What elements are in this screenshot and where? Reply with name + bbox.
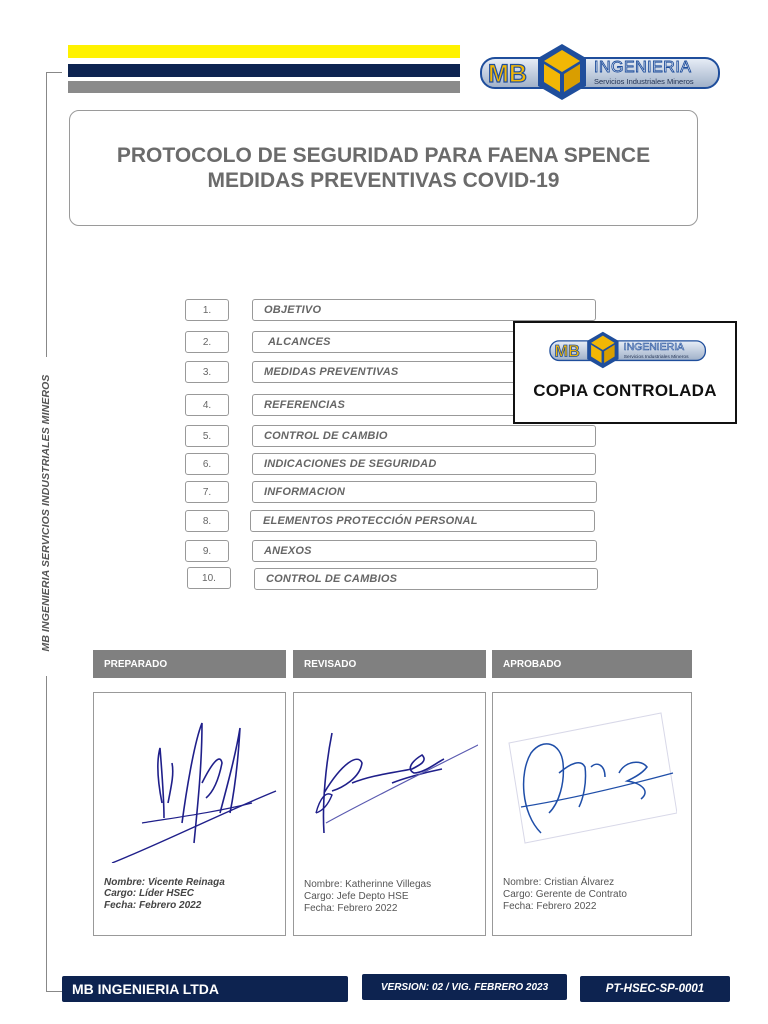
svg-text:INGENIERIA: INGENIERIA xyxy=(623,342,685,353)
svg-text:Servicios Industriales Mineros: Servicios Industriales Mineros xyxy=(623,354,689,360)
side-rule-bottom-tick xyxy=(46,991,62,992)
document-title-line-2: MEDIDAS PREVENTIVAS COVID-19 xyxy=(207,169,560,192)
reviewed-date: Fecha: Febrero 2022 xyxy=(304,903,398,914)
prepared-header: PREPARADO xyxy=(93,650,286,678)
prepared-date: Fecha: Febrero 2022 xyxy=(104,900,202,911)
controlled-copy-label: COPIA CONTROLADA xyxy=(533,381,717,400)
approved-role: Cargo: Gerente de Contrato xyxy=(503,889,627,900)
index-number: 3. xyxy=(185,361,229,383)
reviewed-signature-box xyxy=(293,692,486,936)
reviewed-header: REVISADO xyxy=(293,650,486,678)
index-item-control-de-cambio[interactable]: CONTROL DE CAMBIO xyxy=(252,425,596,447)
controlled-copy-stamp xyxy=(513,321,737,424)
svg-text:MB: MB xyxy=(488,60,527,88)
header-gray-bar xyxy=(68,81,460,93)
svg-text:Servicios Industriales Mineros: Servicios Industriales Mineros xyxy=(594,77,694,86)
signature-image xyxy=(501,703,677,863)
side-rule-top-tick xyxy=(46,72,62,73)
footer-company: MB INGENIERIA LTDA xyxy=(62,976,348,1002)
reviewed-name: Nombre: Katherinne Villegas xyxy=(304,879,432,890)
index-number: 9. xyxy=(185,540,229,562)
svg-text:INGENIERIA: INGENIERIA xyxy=(594,59,692,76)
prepared-role: Cargo: Líder HSEC xyxy=(104,888,195,899)
index-item-control-de-cambios[interactable]: CONTROL DE CAMBIOS xyxy=(254,568,598,590)
index-item-objetivo[interactable]: OBJETIVO xyxy=(252,299,596,321)
header-navy-bar xyxy=(68,64,460,77)
index-item-referencias[interactable]: REFERENCIAS xyxy=(252,394,596,416)
index-number: 2. xyxy=(185,331,229,353)
side-rule-bottom xyxy=(46,676,47,992)
index-item-elementos-proteccion-personal[interactable]: ELEMENTOS PROTECCIÓN PERSONAL xyxy=(250,510,595,532)
document-title-box xyxy=(69,110,698,226)
approved-header: APROBADO xyxy=(492,650,692,678)
side-rule-top xyxy=(46,72,47,357)
index-number: 5. xyxy=(185,425,229,447)
index-item-medidas-preventivas[interactable]: MEDIDAS PREVENTIVAS xyxy=(252,361,596,383)
svg-text:MB: MB xyxy=(554,342,580,361)
index-number: 6. xyxy=(185,453,229,475)
approved-signature-box xyxy=(492,692,692,936)
index-number: 1. xyxy=(185,299,229,321)
index-item-indicaciones-de-seguridad[interactable]: INDICACIONES DE SEGURIDAD xyxy=(252,453,596,475)
side-company-text: MB INGENIERIA SERVICIOS INDUSTRIALES MINEROS xyxy=(40,374,52,652)
company-logo xyxy=(478,42,723,102)
prepared-signature-box xyxy=(93,692,286,936)
signature-image xyxy=(102,703,278,863)
index-item-anexos[interactable]: ANEXOS xyxy=(252,540,597,562)
reviewed-role: Cargo: Jefe Depto HSE xyxy=(304,891,409,902)
index-number: 10. xyxy=(187,567,231,589)
header-yellow-bar xyxy=(68,45,460,58)
index-item-alcances[interactable]: ALCANCES xyxy=(252,331,596,353)
footer-version: VERSION: 02 / VIG. FEBRERO 2023 xyxy=(362,974,567,1000)
document-title-line-1: PROTOCOLO DE SEGURIDAD PARA FAENA SPENCE xyxy=(116,144,651,167)
index-number: 7. xyxy=(185,481,229,503)
signature-image xyxy=(302,703,478,863)
approved-name: Nombre: Cristian Álvarez xyxy=(503,877,615,888)
footer-document-code: PT-HSEC-SP-0001 xyxy=(580,976,730,1002)
index-item-informacion[interactable]: INFORMACION xyxy=(252,481,597,503)
index-number: 4. xyxy=(185,394,229,416)
prepared-name: Nombre: Vicente Reinaga xyxy=(104,877,225,888)
approved-date: Fecha: Febrero 2022 xyxy=(503,901,597,912)
index-number: 8. xyxy=(185,510,229,532)
stamp-logo xyxy=(548,330,708,370)
